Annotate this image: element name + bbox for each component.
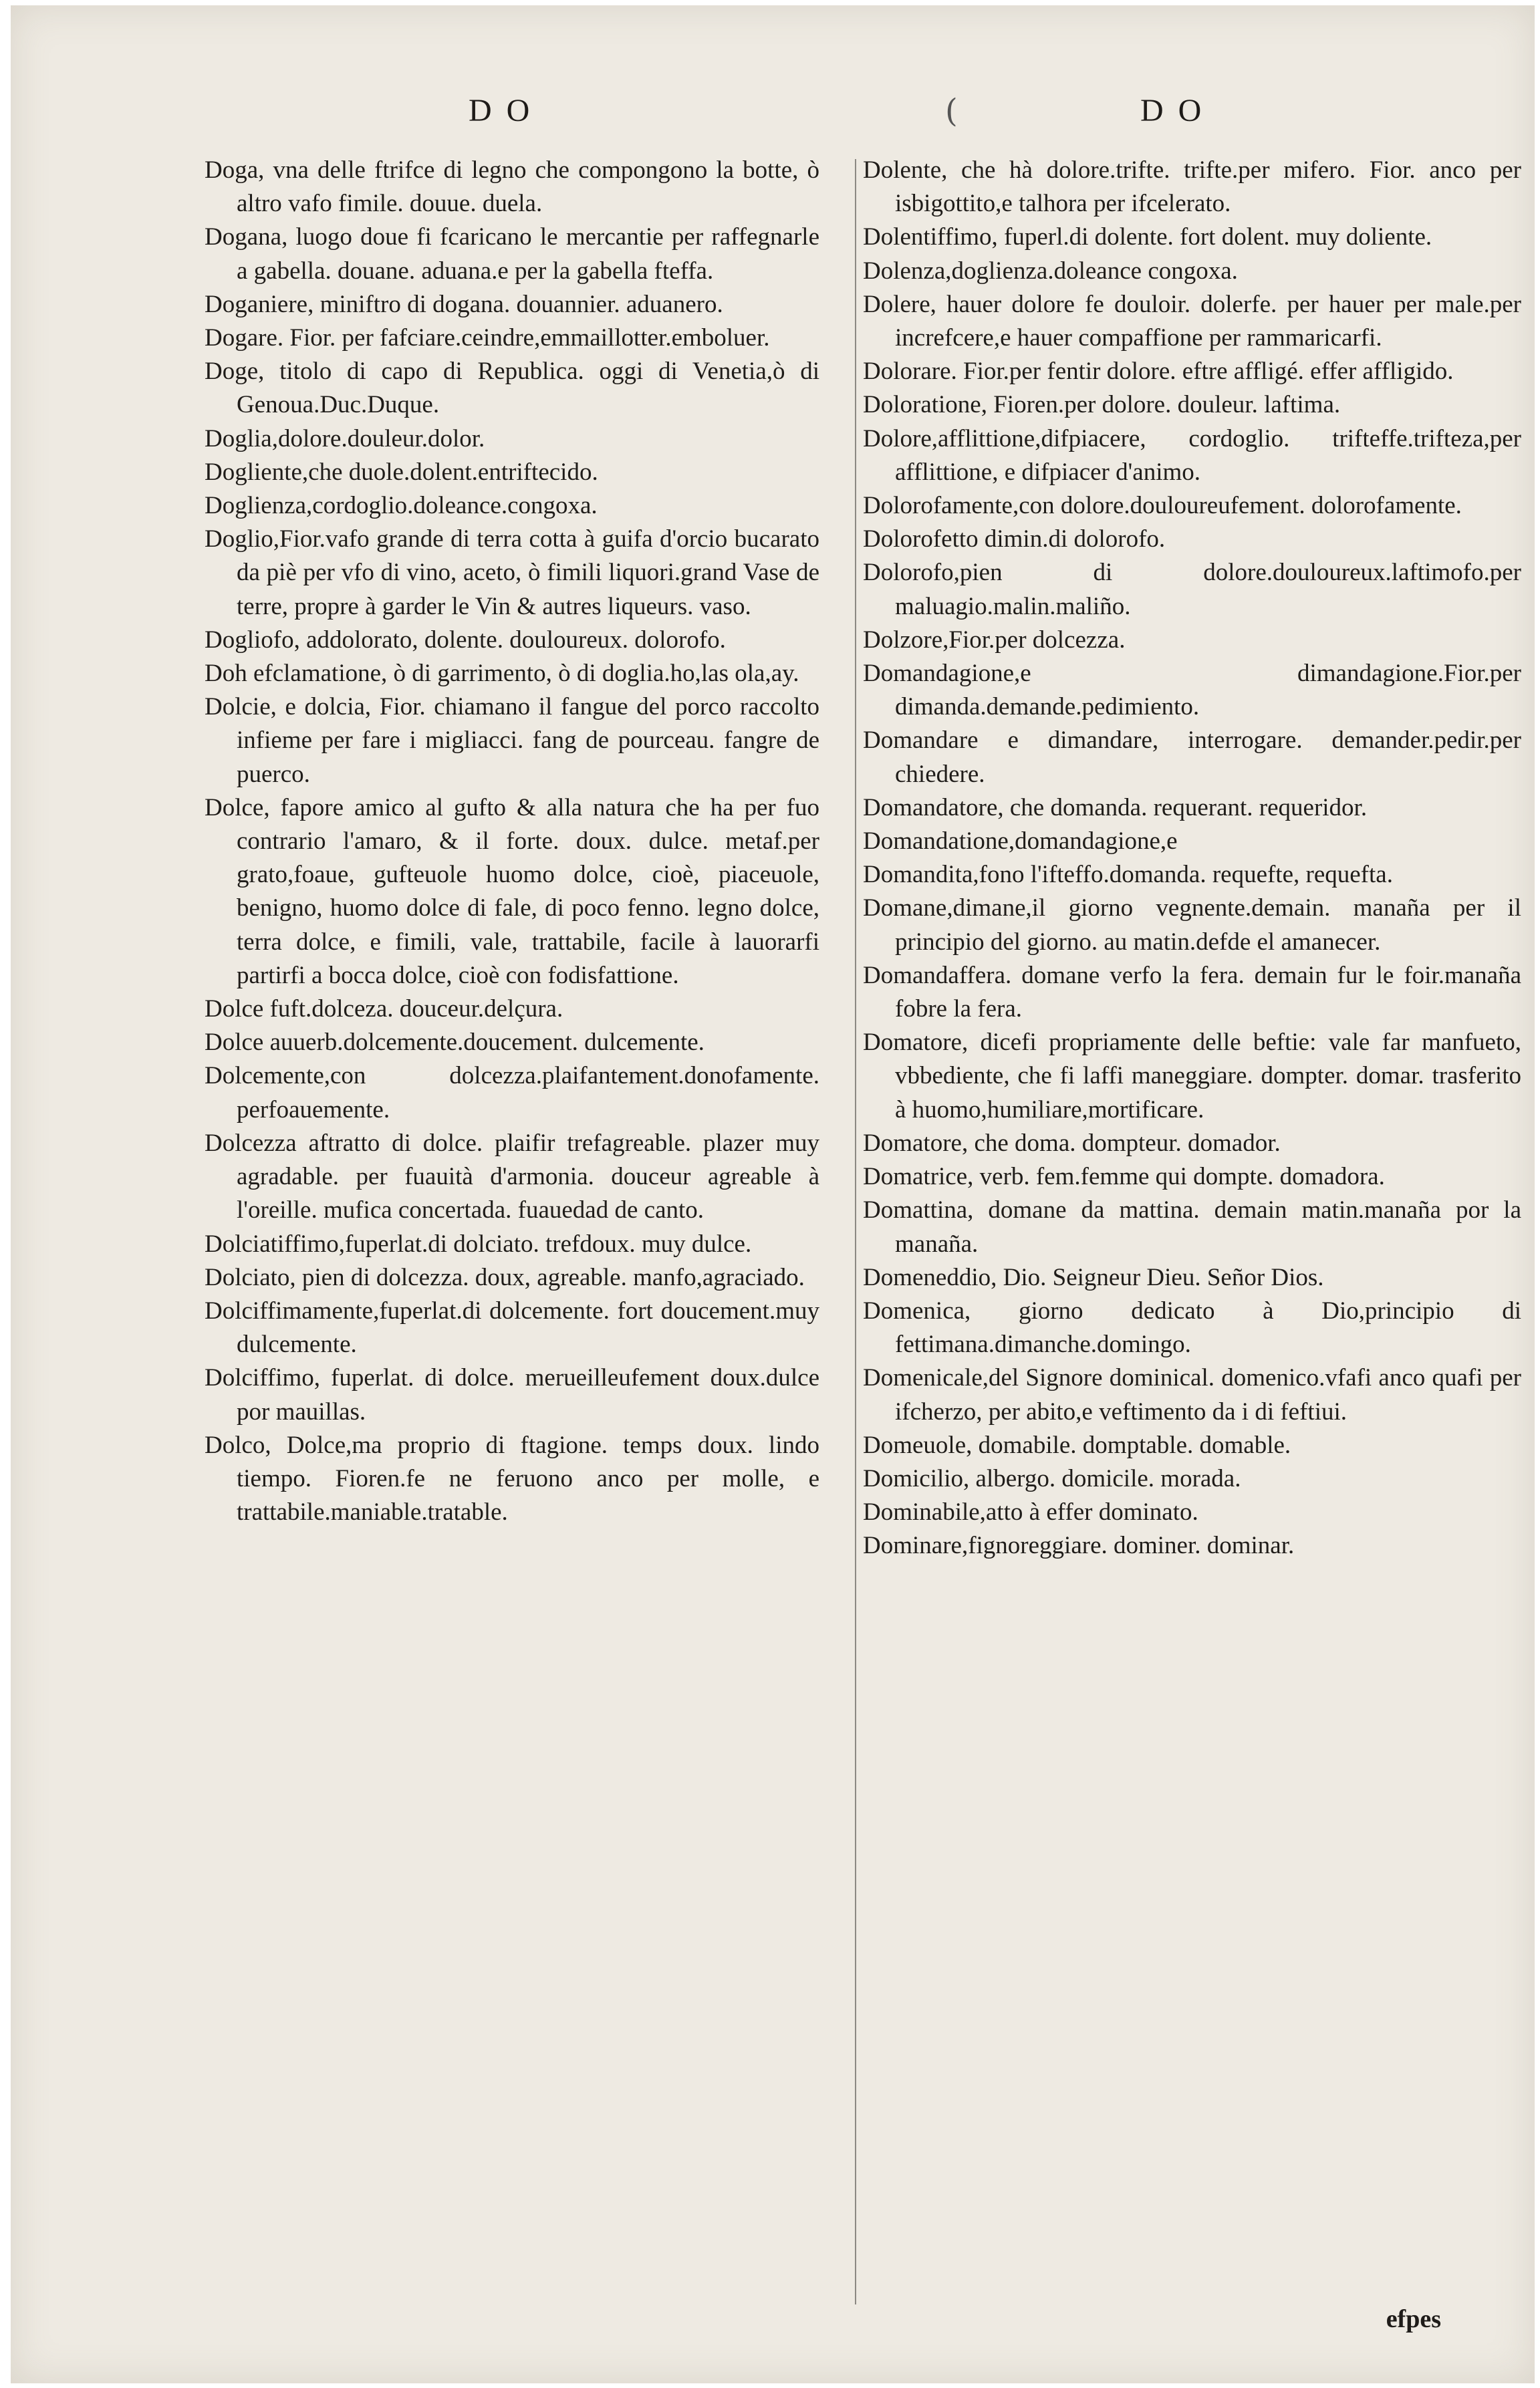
dictionary-entry: Dogana, luogo doue fi fcaricano le mercantie per raffegnarle a gabella. douane. aduana.e per la gabella fteffa.: [205, 223, 819, 285]
dictionary-entry: Domenica, giorno dedicato à Dio,principio di fettimana.dimanche.domingo.: [863, 1297, 1521, 1359]
dictionary-entry: Doloratione, Fioren.per dolore. douleur. laftima.: [863, 391, 1341, 419]
dictionary-entry: Dolzore,Fior.per dolcezza.: [863, 626, 1126, 654]
dictionary-entry: Dolce auuerb.dolcemente.doucement. dulcemente.: [205, 1029, 704, 1057]
dictionary-entry: Domenicale,del Signore dominical. domenico.vfafi anco quafi per ifcherzo, per abito,e veftimento da i di feftiui.: [863, 1364, 1521, 1426]
dictionary-entry: Domatore, che doma. dompteur. domador.: [863, 1129, 1281, 1157]
dictionary-entry: Doglia,dolore.douleur.dolor.: [205, 424, 485, 452]
dictionary-entry: Domatore, dicefi propriamente delle beftie: vale far manfueto, vbbediente, che fi laffi maneggiare. dompter. domar. trasferito à huomo,humiliare,mortificare.: [863, 1029, 1521, 1123]
dictionary-entry: Dolorofo,pien di dolore.douloureux.laftimofo.per maluagio.malin.maliño.: [863, 559, 1521, 620]
dictionary-entry: Dolere, hauer dolore fe douloir. dolerfe. per hauer per male.per increfcere,e hauer compaffione per rammaricarfi.: [863, 290, 1521, 352]
dictionary-entry: Doglio,Fior.vafo grande di terra cotta à guifa d'orcio bucarato da piè per vfo di vino, aceto, ò fimili liquori.grand Vase de terre, propre à garder le Vin & autres liqueurs. vaso.: [205, 525, 819, 620]
dictionary-entry: Doge, titolo di capo di Republica. oggi di Venetia,ò di Genoua.Duc.Duque.: [205, 358, 819, 419]
dictionary-entry: Domandare e dimandare, interrogare. demander.pedir.per chiedere.: [863, 726, 1521, 788]
dictionary-entry: Domatrice, verb. fem.femme qui dompte. domadora.: [863, 1163, 1385, 1191]
dictionary-entry: Dolcie, e dolcia, Fior. chiamano il fangue del porco raccolto infieme per fare i migliacci. fang de pourceau. fangre de puerco.: [205, 693, 819, 788]
catchword: efpes: [1386, 2305, 1441, 2333]
dictionary-entry: Domicilio, albergo. domicile. morada.: [863, 1464, 1241, 1492]
dictionary-entry: Domeuole, domabile. domptable. domable.: [863, 1431, 1291, 1459]
dictionary-entry: Dolentiffimo, fuperl.di dolente. fort dolent. muy doliente.: [863, 223, 1432, 251]
dictionary-entry: Domandita,fono l'ifteffo.domanda. requefte, requefta.: [863, 861, 1393, 889]
dictionary-entry: Dolorofamente,con dolore.douloureufement. dolorofamente.: [863, 492, 1462, 520]
right-column: [863, 154, 1521, 1563]
dictionary-entry: Domandatore, che domanda. requerant. requeridor.: [863, 793, 1368, 821]
dictionary-entry: Doganiere, miniftro di dogana. douannier. aduanero.: [205, 290, 723, 318]
dictionary-entry: Domandatione,domandagione,e: [863, 827, 1178, 855]
dictionary-entry: Domeneddio, Dio. Seigneur Dieu. Señor Dios.: [863, 1263, 1324, 1291]
dictionary-entry: Dolente, che hà dolore.trifte. trifte.per mifero. Fior. anco per isbigottito,e talhora per ifcelerato.: [863, 156, 1521, 218]
dictionary-entry: Dolcezza aftratto di dolce. plaifir trefagreable. plazer muy agradable. per fuauità d'armonia. douceur agreable à l'oreille. mufica concertada. fuauedad de canto.: [205, 1129, 819, 1224]
dictionary-entry: Dolciffimo, fuperlat. di dolce. merueilleufement doux.dulce por mauillas.: [205, 1364, 819, 1426]
dictionary-entry: Dolorare. Fior.per fentir dolore. eftre affligé. effer affligido.: [863, 358, 1454, 386]
dictionary-entry: Dogare. Fior. per fafciare.ceindre,emmaillotter.emboluer.: [205, 324, 770, 352]
dictionary-entry: Dogliente,che duole.dolent.entriftecido.: [205, 458, 598, 486]
dictionary-entry: Dolcemente,con dolcezza.plaifantement.donofamente. perfoauemente.: [205, 1062, 819, 1123]
dictionary-entry: Dolciffimamente,fuperlat.di dolcemente. fort doucement.muy dulcemente.: [205, 1297, 819, 1359]
dictionary-entry: Dolciatiffimo,fuperlat.di dolciato. trefdoux. muy dulce.: [205, 1230, 752, 1258]
dictionary-entry: Domandaffera. domane verfo la fera. demain fur le foir.manaña fobre la fera.: [863, 961, 1521, 1023]
dictionary-entry: Dolorofetto dimin.di dolorofo.: [863, 525, 1166, 553]
dictionary-entry: Domandagione,e dimandagione.Fior.per dimanda.demande.pedimiento.: [863, 660, 1521, 721]
dictionary-entry: Dolore,afflittione,difpiacere, cordoglio. trifteffe.trifteza,per afflittione, e difpiacer d'animo.: [863, 424, 1521, 486]
running-head-left: DO: [469, 93, 545, 128]
stray-mark: (: [945, 92, 958, 130]
dictionary-entry: Dolciato, pien di dolcezza. doux, agreable. manfo,agraciado.: [205, 1263, 805, 1291]
dictionary-entry: Dolce fuft.dolceza. douceur.delçura.: [205, 995, 563, 1023]
dictionary-entry: Domane,dimane,il giorno vegnente.demain. manaña per il principio del giorno. au matin.defde el amanecer.: [863, 894, 1521, 956]
dictionary-page: [11, 5, 1535, 2383]
dictionary-entry: Doh efclamatione, ò di garrimento, ò di doglia.ho,las ola,ay.: [205, 660, 799, 688]
dictionary-entry: Dogliofo, addolorato, dolente. douloureux. dolorofo.: [205, 626, 726, 654]
dictionary-entry: Dominabile,atto à effer dominato.: [863, 1498, 1198, 1527]
dictionary-entry: Doglienza,cordoglio.doleance.congoxa.: [205, 492, 598, 520]
dictionary-entry: Doga, vna delle ftrifce di legno che compongono la botte, ò altro vafo fimile. douue. duela.: [205, 156, 819, 218]
dictionary-entry: Dolco, Dolce,ma proprio di ftagione. temps doux. lindo tiempo. Fioren.fe ne feruono anco per molle, e trattabile.maniable.tratable.: [205, 1431, 819, 1527]
running-head-right: DO: [1140, 93, 1216, 128]
left-column: [205, 154, 819, 1529]
dictionary-entry: Dominare,fignoreggiare. dominer. dominar.: [863, 1532, 1295, 1560]
dictionary-entry: Dolenza,doglienza.doleance congoxa.: [863, 257, 1238, 285]
column-divider: [855, 159, 856, 2304]
dictionary-entry: Dolce, fapore amico al gufto & alla natura che ha per fuo contrario l'amaro, & il forte. doux. dulce. metaf.per grato,foaue, gufteuole huomo dolce, cioè, piaceuole, benigno, huomo dolce di fale, di poco fenno. legno dolce, terra dolce, e fimili, vale, trattabile, facile à lauorarfi partirfi a bocca dolce, cioè con fodisfattione.: [205, 793, 819, 989]
dictionary-entry: Domattina, domane da mattina. demain matin.manaña por la manaña.: [863, 1196, 1521, 1258]
